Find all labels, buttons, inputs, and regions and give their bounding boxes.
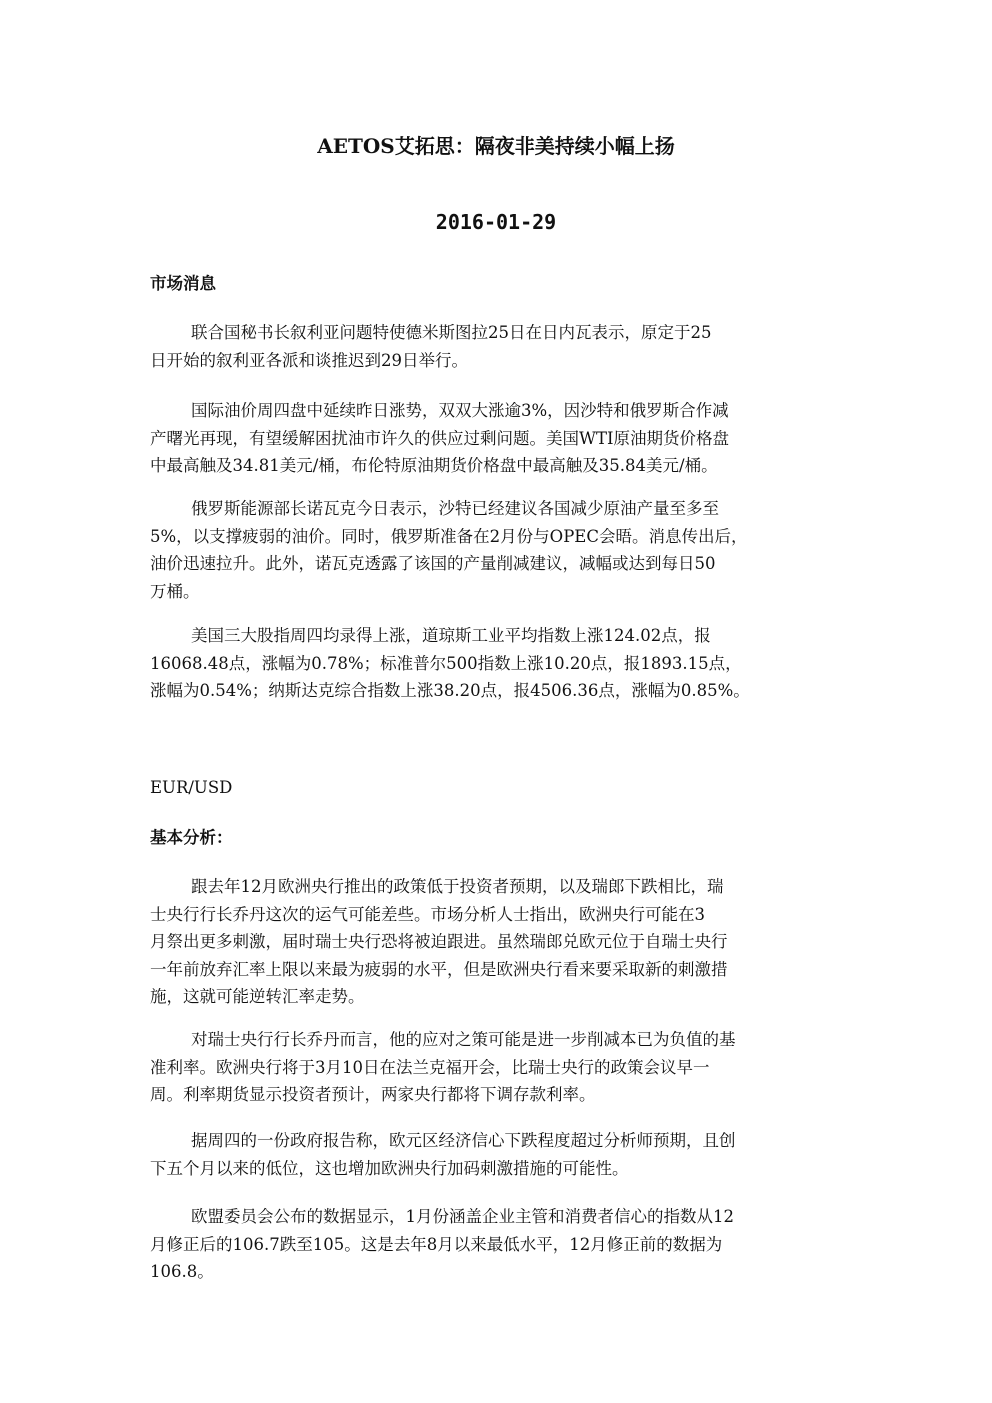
currency-pair-label: EUR/USD bbox=[150, 778, 233, 797]
paragraph-line: 据周四的一份政府报告称，欧元区经济信心下跌程度超过分析师预期，且创 bbox=[191, 1131, 736, 1150]
paragraph-line: 中最高触及34.81美元/桶，布伦特原油期货价格盘中最高触及35.84美元/桶。 bbox=[150, 456, 718, 475]
paragraph-line: 士央行行长乔丹这次的运气可能差些。市场分析人士指出，欧洲央行可能在3 bbox=[150, 904, 705, 924]
document-title: AETOS艾拓思：隔夜非美持续小幅上扬 bbox=[317, 134, 675, 158]
paragraph-line: 国际油价周四盘中延续昨日涨势，双双大涨逾3%，因沙特和俄罗斯合作减 bbox=[191, 401, 729, 420]
paragraph-line: 涨幅为0.54%；纳斯达克综合指数上涨38.20点，报4506.36点，涨幅为0.85%。 bbox=[150, 681, 750, 700]
market-news-paragraph-3 bbox=[150, 495, 842, 605]
market-news-heading: 市场消息 bbox=[150, 274, 216, 293]
fundamental-analysis-heading: 基本分析： bbox=[150, 828, 233, 847]
paragraph-line: 美国三大股指周四均录得上涨，道琼斯工业平均指数上涨124.02点，报 bbox=[191, 626, 711, 645]
paragraph-line: 对瑞士央行行长乔丹而言，他的应对之策可能是进一步削减本已为负值的基 bbox=[191, 1030, 736, 1049]
paragraph-line: 联合国秘书长叙利亚问题特使德米斯图拉25日在日内瓦表示，原定于25 bbox=[191, 323, 712, 342]
paragraph-line: 下五个月以来的低位，这也增加欧洲央行加码刺激措施的可能性。 bbox=[150, 1158, 629, 1178]
paragraph-line: 月祭出更多刺激，届时瑞士央行恐将被迫跟进。虽然瑞郎兑欧元位于自瑞士央行 bbox=[150, 932, 728, 951]
paragraph-line: 准利率。欧洲央行将于3月10日在法兰克福开会，比瑞士央行的政策会议早一 bbox=[150, 1057, 710, 1077]
paragraph-line: 日开始的叙利亚各派和谈推迟到29日举行。 bbox=[150, 350, 468, 370]
document-date: 2016-01-29 bbox=[435, 210, 557, 234]
market-news-paragraph-2 bbox=[150, 397, 842, 480]
paragraph-line: 跟去年12月欧洲央行推出的政策低于投资者预期，以及瑞郎下跌相比，瑞 bbox=[191, 877, 724, 896]
eurusd-paragraph-1 bbox=[150, 873, 842, 1011]
market-news-paragraph-1 bbox=[150, 319, 842, 374]
paragraph-line: 油价迅速拉升。此外，诺瓦克透露了该国的产量削减建议，减幅或达到每日50 bbox=[150, 554, 716, 573]
eurusd-paragraph-4 bbox=[150, 1203, 842, 1286]
paragraph-line: 产曙光再现，有望缓解困扰油市许久的供应过剩问题。美国WTI原油期货价格盘 bbox=[150, 428, 729, 448]
paragraph-line: 月修正后的106.7跌至105。这是去年8月以来最低水平，12月修正前的数据为 bbox=[150, 1234, 723, 1254]
paragraph-line: 俄罗斯能源部长诺瓦克今日表示，沙特已经建议各国减少原油产量至多至 bbox=[191, 499, 719, 518]
paragraph-line: 施，这就可能逆转汇率走势。 bbox=[150, 987, 365, 1006]
market-news-paragraph-4 bbox=[150, 622, 842, 705]
paragraph-line: 16068.48点，涨幅为0.78%；标准普尔500指数上涨10.20点，报1893.15点， bbox=[150, 653, 742, 673]
paragraph-line: 周。利率期货显示投资者预计，两家央行都将下调存款利率。 bbox=[150, 1085, 596, 1104]
eurusd-paragraph-3 bbox=[150, 1127, 842, 1182]
paragraph-line: 5%，以支撑疲弱的油价。同时，俄罗斯准备在2月份与OPEC会晤。消息传出后， bbox=[150, 526, 748, 546]
paragraph-line: 欧盟委员会公布的数据显示，1月份涵盖企业主管和消费者信心的指数从12 bbox=[191, 1207, 734, 1226]
eurusd-paragraph-2 bbox=[150, 1026, 842, 1109]
paragraph-line: 106.8。 bbox=[150, 1262, 214, 1281]
paragraph-line: 万桶。 bbox=[150, 581, 200, 601]
paragraph-line: 一年前放弃汇率上限以来最为疲弱的水平，但是欧洲央行看来要采取新的刺激措 bbox=[150, 959, 728, 979]
